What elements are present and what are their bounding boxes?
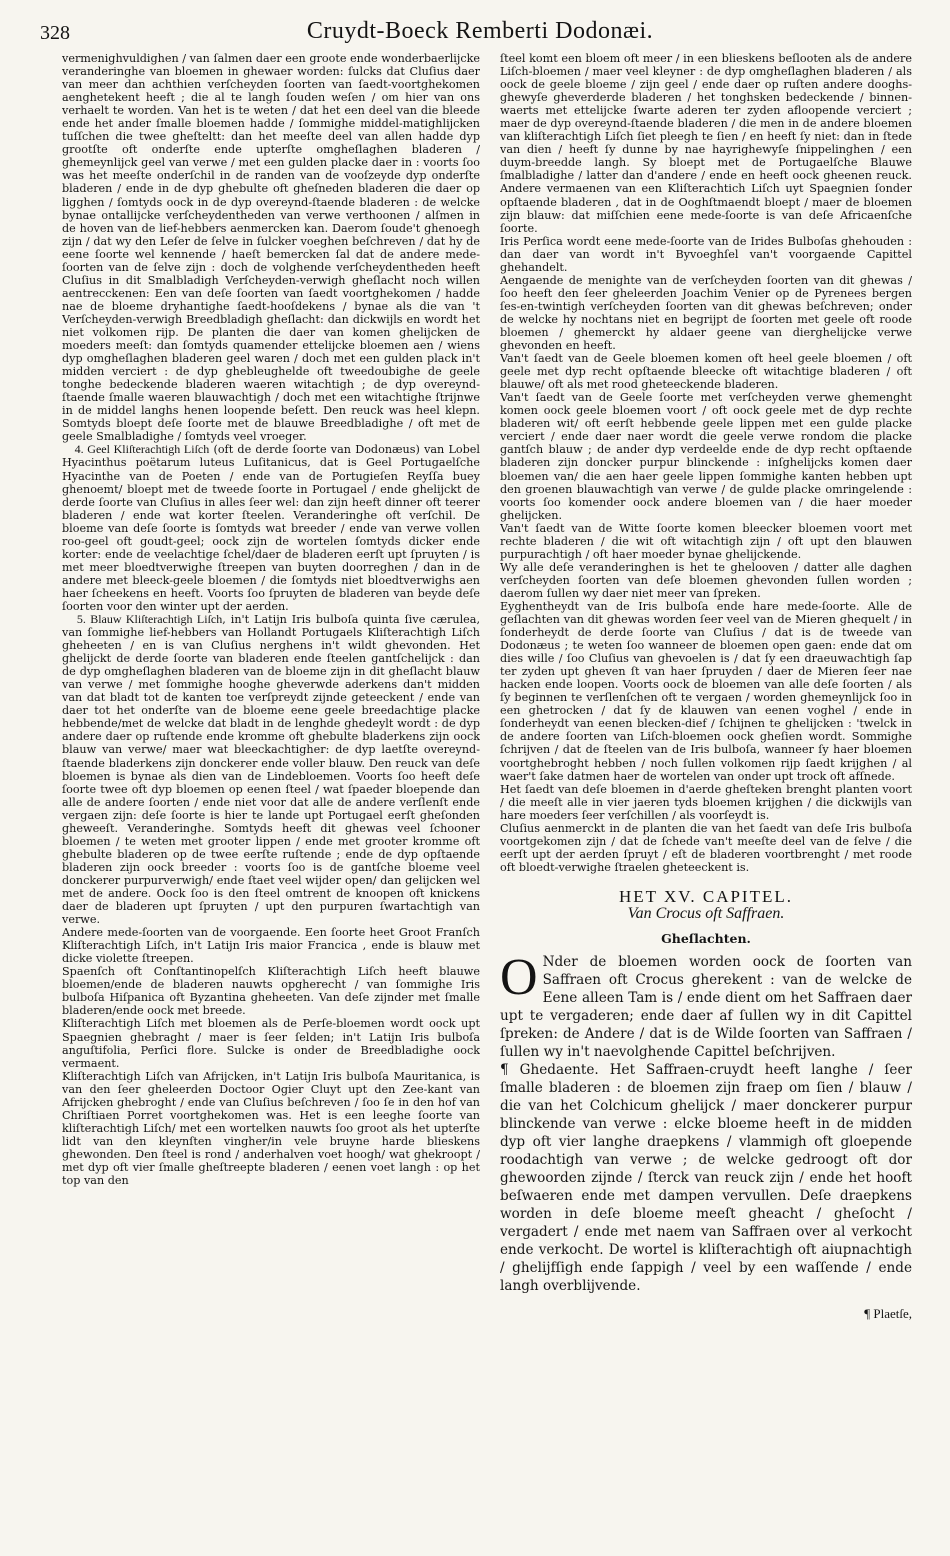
drop-cap: O — [500, 949, 538, 1007]
paragraph-perse: Kliſterachtigh Liſch met bloemen als de Perſe-bloemen wordt oock upt Spaegnien ghebraght / maer is ſeer ſelden; in't Latijn Iris bulboſa anguſtifolia, Perſici flore. Sulcke is onder de Breedbladighe oock vermaent. — [62, 1017, 480, 1070]
paragraph-saedt: Het ſaedt van deſe bloemen in d'aerde gheſteken brenght planten voort / die meeſt alle in vier jaeren tyds bloemen krijghen / die dickwijls van hare moeders ſeer verſchillen / als voorſeydt is. — [500, 782, 912, 822]
paragraph-witte-soorte: Van't ſaedt van de Witte ſoorte komen bleecker bloemen voort met rechte bladeren / die wit oft witachtigh zijn / oft upt den blauwen purpurachtigh / oft haer moeder bynae ghelijckende. — [500, 521, 912, 561]
entry-label-4: 4. Geel Kliſterachtigh Liſch — [74, 442, 210, 457]
paragraph-geele-soorte: Van't ſaedt van de Geele ſoorte met verſcheyden verwe ghemenght komen oock geele bloemen voort / oft oock geele met de dyp rechte bladeren wit/ oft eerſt hebbende geele lippen met een gulde placke verciert / ende daer naer wordt die geele verwe rondom die placke gantſch blauw ; de ander dyp verdeelde ende de dyp recht opſtaende bladeren zijn doncker purpur blinckende : inſghelijcks komen daer bloemen van/ die aen haer geele lippen ſommighe kanten hebben upt den groenen blauwachtigh van verwe / de gulde placke omringelende : voorts ſoo komender oock andere bloemen van / die haer moeder ghelijcken. — [500, 391, 912, 522]
paragraph-iris-persica: Iris Perſica wordt eene mede-ſoorte van de Irides Bulboſas ghehouden : dan daer van wordt in't Byvoeghſel van't voorgaende Capittel ghehandelt. — [500, 234, 912, 274]
paragraph-eyghentheydt: Eyghentheydt van de Iris bulboſa ende hare mede-ſoorte. Alle de geſlachten van dit ghewas worden ſeer veel van de Mieren ghequelt / in ſonderheydt de derde ſoorte van Cluſius / dat is de tweede van Dodonæus ; te weten ſoo wanneer de bloemen open gaen: ende dat om dies wille / ſoo Cluſius van ghevoelen is / dat ſy een draeuwachtigh ſap ter zyden upt gheven ſt van haer ſpruyden / daer de Mieren ſeer nae hacken ende loopen. Voorts oock de bloemen van alle deſe ſoorten / als ſy beginnen te verſlenſchen oft te vergaen / worden ghemeynlijck ſoo in een ghetrocken / dat ſy de klauwen van eenen voghel / ende in ſonderheydt van eenen blecken-dief / ſchijnen te ghelijcken : 'twelck in de andere ſoorten van Liſch-bloemen oock gheſien wordt. Sommighe ſchrijven / dat de ſteelen van de Iris bulboſa, wanneer ſy haer bloemen voortghebroght hebben / noch ſullen volkomen rijp ſaedt krijghen / al waer't ſake datmen haer de wortelen van onder upt trock oft afſnede. — [500, 599, 912, 783]
catchword: ¶ Plaetſe, — [864, 1306, 912, 1322]
paragraph-intro: vermenighvuldighen / van ſalmen daer een groote ende wonderbaerlijcke veranderinghe van bloemen in ghewaer worden: ſulcks dat Cluſius daer van meer dan achthien verſcheyden ſoorten van ſaedt-voortghekomen aenghetekent heeft ; die al te langh ſouden weſen / om hier van ons verhaelt te worden. Van het is te weten / dat het een deel van die bleede ende het ander ſmalle bloemen hadde / ſommighe middel-matighlijcken tuſſchen die twee gheſteltt: dan het meeſte deel van allen hadde dyp grootſte oft onderſte ende upterſte omgheſlaghen bladeren / ghemeynlijck geel van verwe / met een gulden placke daer in : voorts ſoo was het meeſte onderſchil in de randen van de vooſzeyde dyp onderſte bladeren / ende in de dyp ghebulte oft gheſneden bladeren die daer op ligghen / ſomtyds oock in de dyp overeynd-ſtaende bladeren : de welcke bynae ontallijcke verſcheydentheden van verwe verthoonen / alſmen in de hoven van de lief-hebbers aenmercken kan. Daerom ſoude't ghenoegh zijn / dat wy den Leſer de ſelve in ſulcker voeghen beſchreven / dat hy de eene ſoorte wel kennende / haeſt bemercken ſal dat de andere mede-ſoorten van de ſelve zijn : doch de volghende verſcheydentheden heeft Cluſius in dit Smalbladigh Verſcheyden-verwigh gheſlacht noch willen aentrecckenen: Een van deſe ſoorten van ſaedt voortghekomen / hadde nae de bloeme dryhantighe ſaedt-hooſdekens / bynae als die van 't Verſcheyden-verwigh Breedbladigh gheſlacht: dan dickwijls en wordt het niet volkomen rijp. De planten die daer van komen ghelijcken de moeders meeſt: dan ſomtyds quamender ettelijcke bloemen aen / wiens dyp omgheſlaghen bladeren geel waren / doch met een gulden plack in't midden verciert : de dyp ghebleughelde oft tweedoubighe de geele tonghe bedeckende bladeren waeren witachtigh ; de dyp overeynd-ſtaende ſmalle waeren blauwachtigh / doch met een witachtighe ſtrijnwe in de middel langhs henen loopende beſett. Den reuck was heel klepn. Somtyds bloept deſe ſoorte met de blauwe Breedbladighe / oft met de geele Smalbladighe / ſomtyds veel vroeger. — [62, 52, 480, 444]
entry-body-4: (oft de derde ſoorte van Dodonæus) van Lobel Hyacinthus poëtarum luteus Luſitanicus, dat is Geel Portugaelſche Hyacinthe van de Poeten / ende van de Portugieſen Reyſſa buey ghenoemt/ bloept met de tweede ſoorte in Portugael / ende ghelijckt de derde ſoorte van Cluſius in alles ſeer wel: dan zijn heeft dinner oft teerer bladeren / ende wat korter ſteelen. Veranderinghe oft verſchil. De bloeme van deſe ſoorte is ſomtyds wat breeder / ende van verwe vollen roo-geel oft goudt-geel; oock zijn de wortelen ſomtyds dicker ende korter: ende de veelachtige ſchel/daer de bladeren eerſt upt ſpruyten / is met meer bloedtverwighe ſtreepen van buyten doorreghen / dan in de andere met bleeck-geele bloemen / die ſomtyds niet bloedtverwighs aen haer ſcheekens en heeft. Voorts ſoo ſpruyten de bladeren van beyde deſe ſoorten voor den winter upt der aerden. — [62, 443, 480, 613]
paragraph-geel-kliserachtigh — [62, 443, 480, 613]
chapter-subtitle: Van Crocus oft Saffraen. — [627, 905, 785, 922]
paragraph-menighte: Aengaende de menighte van de verſcheyden ſoorten van dit ghewas / ſoo heeft den ſeer gheleerden Joachim Venier op de Pyrenees bergen ſes-en-twintigh verſcheyden ſoorten van dit ghewas beſchreven; onder de welcke hy nochtans niet en begrijpt de ſoorten met geele oft roode bloemen / ghemerckt hy aldaer geene van dierghelijcke verwe ghevonden en heeft. — [500, 273, 912, 353]
left-column — [62, 52, 480, 1257]
running-title: Cruydt-Boeck Remberti Dodonæi. — [306, 18, 654, 44]
paragraph-onder-text: Nder de bloemen worden oock de ſoorten van Saffraen oft Crocus gherekent : van de welcke de Eene alleen Tam is / ende dient om het Saffraen daer upt te vergaderen; ende daer af ſullen wy in dit Capittel ſpreken: de Andere / dat is de Wilde ſoorten van Saffraen / ſullen wy in't naevolghende Capittel beſchrijven. — [500, 954, 912, 1061]
entry-label-5: 5. Blauw Kliſterachtigh Liſch — [76, 612, 223, 627]
page-header — [40, 18, 920, 52]
paragraph-spaensch: Spaenſch oft Conſtantinopelſch Kliſterachtigh Liſch heeft blauwe bloemen/ende de bladeren nauwts opgherecht / van ſommighe Iris bulboſa Hiſpanica oft Byzantina gheheeten. Van deſe zijnder met ſmalle bladeren/ende oock met breede. — [62, 965, 480, 1018]
paragraph-alle: Wy alle deſe veranderinghen is het te ghelooven / datter alle daghen verſcheyden ſoorten van deſe bloemen ghevonden ſullen worden ; daerom ſullen wy daer niet meer van ſpreken. — [500, 560, 912, 600]
paragraph-top: ſteel komt een bloem oft meer / in een blieskens beſlooten als de andere Liſch-bloemen / maer veel kleyner : de dyp omgheſlaghen bladeren / als oock de geele bloeme / zijn geel / ende daer op ruſten andere dooghs-ghewyſe gheverderde bladeren / het tonghsken bedeckende / binnen-waerts met ettelijcke ſwarte aderen ter zyden afloopende verciert ; maer de dyp overeynd-ſtaende bladeren / die men in de andere bloemen van kliſterachtigh Liſch ſiet pleegh te ſien / en heeft ſy niet: dan in ſtede van dien / heeft ſy dunne by nae hayrighewyſe ſnippelinghen / een duym-breedde langh. Sy bloept met de Portugaelſche Blauwe ſmalbladighe / latter dan d'andere / ende en heeft oock gheenen reuck. Andere vermaenen van een Kliſterachtich Liſch uyt Spaegnien ſonder opſtaende bladeren , dat in de Ooghſtmaendt bloept / maer de bloemen zijn blauw: dat miſſchien eene mede-ſoorte is van deſe Africaenſche ſoorte. — [500, 52, 912, 235]
right-column — [500, 52, 912, 1352]
section-heading: Gheſlachten. — [661, 931, 751, 947]
paragraph-ghedaente: ¶ Ghedaente. Het Saffraen-cruydt heeft langhe / ſeer ſmalle bladeren : de bloemen zijn fraep om ſien / blauw / die van het Colchicum ghelijck / maer donckerer purpur blinckende van verwe : elcke bloeme heeft in de midden dyp oft vier langhe draepkens / vlammigh oft gloepende roodachtigh van verwe ; de welcke gedroogt oft dor ghewoorden zijnde / ſterck van reuck zijn / ende het hooft beſwaeren ende met dampen vervullen. Deſe draepkens worden in deſe bloeme meeſt gheacht / gheſocht / vergadert / ende met naem van Saffraen over al verkocht ende verkocht. De wortel is kliſterachtigh oft aiupnachtigh / ghelijfſigh ende ſappigh / veel by een waſſende / ende langh overblijvende. — [500, 1062, 912, 1295]
entry-body-5: , in't Latijn Iris bulboſa quinta ſive cærulea, van ſommighe lief-hebbers van Hollandt Portugaels Kliſterachtigh Liſch gheheeten / en is van Cluſius nerghens in't wildt ghevonden. Het ghelijckt de derde ſoorte van bladeren ende ſteelen gantſchelijck : dan de dyp omgheſlaghen bladeren van de bloeme zijn in dit gheſlacht blauw van verwe / met ſommighe hooghe gheverwde aderkens dan't midden van dat bladt tot de kanten toe verſpreydt zijnde geteeckent / ende van daer tot het onderſte van de bloeme eene geele breedachtige placke hebbende/met de welcke dat bladt in de lenghde ghedeylt wordt : de dyp andere daer op ruſtende ende kromme oft ghebulte bladerkens zijn oock blauw van verwe/ maer wat bleeckachtigher: de dyp laetſte overeynd-ſtaende bladerkens zijn donckerer ende voller blauw. Den reuck van deſe bloemen is bynae als dien van de Lindebloemen. Voorts ſoo heeft deſe ſoorte twee oft dyp bloemen op eenen ſteel / wat ſpaeder bloepende dan alle de andere ſoorten / ende niet voor dat alle de andere verſlenſt ende vergaen zijn: deſe ſoorte is hier te lande upt Portugael eerſt gheſonden gheweeſt. Veranderinghe. Somtyds heeft dit ghewas veel ſchooner bloemen / te weten met grooter lippen / ende met grooter kromme oft ghebulte bladeren op de twee eerſte ruſtende ; ende de dyp opſtaende bladeren zijn oock breeder : voorts ſoo is de gantſche bloeme veel donckerer purpurverwigh/ ende ſtaet veel wijder open/ dan gelijcken wel met de andere. Oock ſoo is den ſteel omtrent de knoopen oft knickens daer de bladeren upt ſpruyten / upt den purpuren ſwartachtigh van verwe. — [62, 613, 480, 927]
chapter-title: HET XV. CAPITEL. — [619, 886, 793, 906]
paragraph-afrijcken: Kliſterachtigh Liſch van Afrijcken, in't Latijn Iris bulboſa Mauritanica, is van den ſeer gheleerden Doctoor Ogier Cluyt upt den Zee-kant van Afrijcken ghebroght / ende van Cluſius beſchreven / ſoo ſe in den hof van Chriſtiaen Porret voortghekomen was. Het is een leeghe ſoorte van kliſterachtigh Liſch/ met een wortelken nauwts ſoo groot als het upterſte lidt van den kleynſten vingher/in vele bruyne harde blieskens ghewonden. Den ſteel is rond / anderhalven voet hoogh/ wat ghekroopt / met dyp oft vier ſmalle gheſtreepte bladeren / eenen voet langh : op het top van den — [62, 1069, 480, 1188]
paragraph-onder — [500, 949, 912, 1061]
paragraph-blauw-kliserachtigh — [62, 613, 480, 926]
paragraph-andere: Andere mede-ſoorten van de voorgaende. Een ſoorte heet Groot Franſch Kliſterachtigh Liſch, in't Latijn Iris maior Francica , ende is blauw met dicke violette ſtreepen. — [62, 926, 480, 966]
paragraph-clusius: Cluſius aenmerckt in de planten die van het ſaedt van deſe Iris bulboſa voortgekomen zijn / dat de ſchede van't meeſte deel van de ſelve / die eerſt upt der aerden ſpruyt / eſt de bladeren voortbrenght / met roode oft bloedt-verwighe ſtraelen gheteeckent is. — [500, 821, 912, 874]
paragraph-geele-bloemen: Van't ſaedt van de Geele bloemen komen oft heel geele bloemen / oft geele met dyp recht opſtaende bleecke oft witachtige bladeren / oft blauwe/ oft als met rood gheteeckende bladeren. — [500, 352, 912, 392]
page-number: 328 — [40, 22, 70, 44]
